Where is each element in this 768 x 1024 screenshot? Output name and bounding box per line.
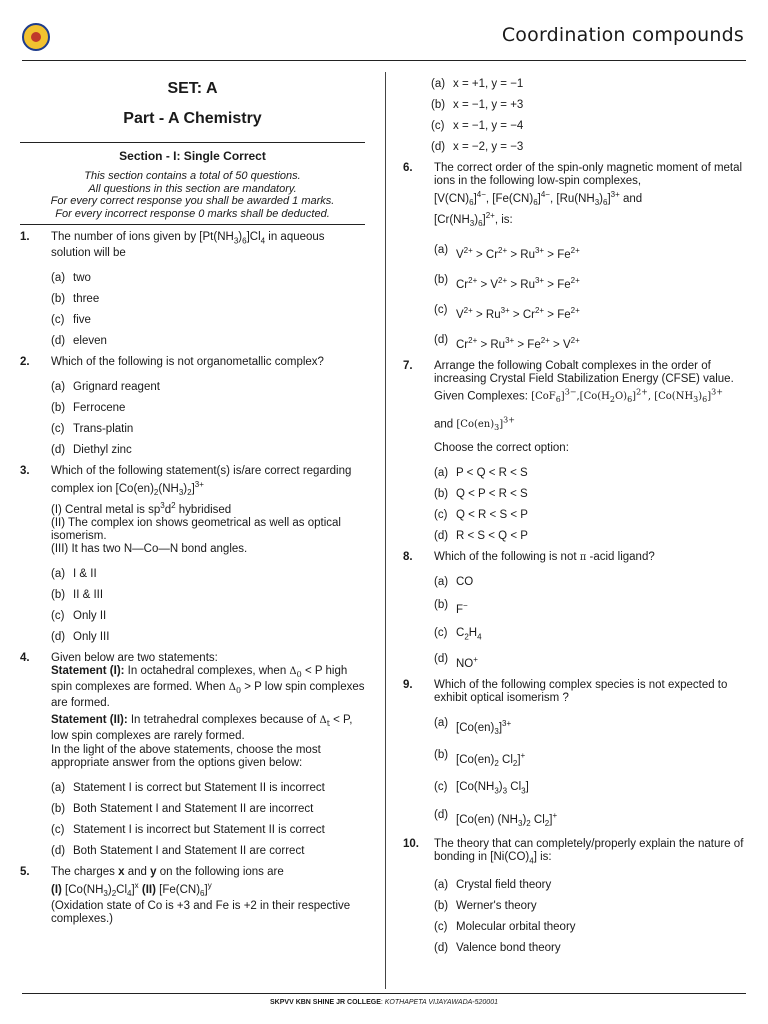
option-a[interactable]: (a) $[Co(en)_3]^{3+}$ bbox=[434, 717, 512, 737]
option-c[interactable]: (c) Q < R < S < P bbox=[434, 509, 528, 522]
page-header bbox=[0, 0, 768, 62]
option-b[interactable]: (b) three bbox=[51, 293, 100, 306]
question-number: 9. bbox=[403, 679, 413, 692]
option-b[interactable]: (b) F− bbox=[434, 599, 468, 617]
question-number: 3. bbox=[20, 465, 30, 478]
question-text: The correct order of the spin-only magnetic moment of metal ions in the following low-spin complexes, $[V(CN)_6]^{4-}$, $[Fe(CN)_6]^{4-}$, $[Ru(NH_3)_6]^{3+}$ and $[Cr(NH_3)_6]^{2+}$, is: bbox=[434, 162, 743, 229]
question-10 bbox=[403, 838, 748, 955]
question-number: 2. bbox=[20, 356, 30, 369]
question-5 bbox=[20, 866, 365, 926]
left-column bbox=[20, 72, 365, 926]
options bbox=[434, 244, 748, 351]
options bbox=[434, 576, 748, 671]
header-divider bbox=[22, 60, 746, 61]
question-text: Arrange the following Cobalt complexes in the order of increasing Crystal Field Stabilization Energy (CFSE) value. Given Complexes: $[CoF_6]^{3-},[Co(H_2O)_6]^{2+}$, $[Co(NH_3)_6]^{3+}$ and $[Co(en)_3]^{3+}$ Choose the correct option: bbox=[434, 360, 748, 456]
question-text: The theory that can completely/properly explain the nature of bonding in $[Ni(CO)_4]$ is: bbox=[434, 837, 744, 866]
question-7 bbox=[403, 360, 748, 544]
option-b[interactable]: (b) $Cr^{2+} > V^{2+} > Ru^{3+} > Fe^{2+}$ bbox=[434, 274, 580, 291]
option-d[interactable]: (d) x = −2, y = −3 bbox=[431, 141, 524, 153]
instruction-line: All questions in this section are mandatory. bbox=[88, 182, 297, 195]
option-c[interactable]: (c) Trans-platin bbox=[51, 423, 134, 436]
option-c[interactable]: (c) Molecular orbital theory bbox=[434, 921, 576, 934]
option-c[interactable]: (c) Only II bbox=[51, 610, 107, 623]
question-text: The charges x and y on the following ions are (I) $[Co(NH_3)_2Cl_4]^x$ (II) $[Fe(CN)_6]^y$ (Oxidation state of Co is +3 and Fe is +2 in their respective complexes.) bbox=[51, 866, 351, 926]
question-1 bbox=[20, 231, 365, 348]
option-d[interactable]: (d) Only III bbox=[51, 631, 110, 644]
section-title: Section - I: Single Correct bbox=[119, 149, 266, 163]
option-c[interactable]: (c) $C_2H_4$ bbox=[434, 627, 482, 642]
option-b[interactable]: (b) [$Co(en)_2$ $Cl_2]^+$ bbox=[434, 749, 526, 769]
options bbox=[51, 568, 365, 644]
instructions bbox=[20, 170, 365, 220]
option-a[interactable]: (a) Statement I is correct but Statement II is incorrect bbox=[51, 782, 325, 795]
page-footer: SKPVV KBN SHINE JR COLLEGE: KOTHAPETA VIJAYAWADA-520001 bbox=[270, 999, 498, 1006]
options bbox=[434, 879, 748, 955]
column-divider bbox=[385, 72, 386, 989]
instruction-line: For every incorrect response 0 marks shall be deducted. bbox=[55, 207, 330, 220]
question-number: 7. bbox=[403, 359, 413, 372]
question-intro: Given below are two statements: bbox=[51, 652, 218, 665]
option-a[interactable]: (a) $V^{2+} > Cr^{2+} > Ru^{3+} > Fe^{2+}$ bbox=[434, 244, 580, 262]
statement-1: Statement (I): In octahedral complexes, when $\Delta_0 < P$ high spin complexes are formed. When $\Delta_0 > P$ low spin complexes are formed. bbox=[51, 665, 365, 710]
option-d[interactable]: (d) Valence bond theory bbox=[434, 942, 561, 955]
statement-2: Statement (II): In tetrahedral complexes because of $\Delta_t < P$, low spin complexes are rarely formed. bbox=[51, 714, 353, 743]
option-d[interactable]: (d) Diethyl zinc bbox=[51, 444, 132, 457]
question-9 bbox=[403, 679, 748, 830]
question-3 bbox=[20, 465, 365, 644]
set-title: SET: A bbox=[167, 80, 218, 97]
option-d[interactable]: (d) Both Statement I and Statement II are correct bbox=[51, 845, 305, 858]
footer-divider bbox=[22, 993, 746, 994]
question-8 bbox=[403, 551, 748, 671]
part-title: Part - A Chemistry bbox=[123, 110, 262, 127]
question-5-options bbox=[403, 78, 748, 154]
college-logo-icon bbox=[22, 23, 50, 51]
option-a[interactable]: (a) Crystal field theory bbox=[434, 879, 552, 892]
question-text: The number of ions given by $[Pt(NH_3)_6]Cl_4$ in aqueous solution will be bbox=[51, 231, 325, 260]
option-b[interactable]: (b) Q < P < R < S bbox=[434, 488, 528, 501]
option-c[interactable]: (c) $V^{2+} > Ru^{3+} > Cr^{2+} > Fe^{2+}$ bbox=[434, 303, 580, 321]
option-a[interactable]: (a) CO bbox=[434, 576, 474, 589]
footer-college: SKPVV KBN SHINE JR COLLEGE bbox=[270, 999, 381, 1006]
option-b[interactable]: (b) x = −1, y = +3 bbox=[431, 99, 524, 111]
option-d[interactable]: (d) eleven bbox=[51, 335, 107, 348]
option-d[interactable]: (d) [Co(en) $(NH_3)_2$ $Cl_2]^+$ bbox=[434, 808, 558, 828]
section-divider bbox=[20, 142, 365, 143]
option-a[interactable]: (a) x = +1, y = −1 bbox=[431, 78, 524, 90]
instructions-divider bbox=[20, 224, 365, 225]
given-complexes-cont: and $[Co(en)_3]^{3+}$ bbox=[434, 415, 515, 433]
option-d[interactable]: (d) NO+ bbox=[434, 653, 478, 671]
option-b[interactable]: (b) Both Statement I and Statement II are incorrect bbox=[51, 803, 314, 816]
option-d[interactable]: (d) R < S < Q < P bbox=[434, 530, 528, 543]
question-number: 5. bbox=[20, 866, 30, 879]
question-6 bbox=[403, 162, 748, 352]
question-4 bbox=[20, 652, 365, 858]
instruction-line: For every correct response you shall be awarded 1 marks. bbox=[50, 195, 335, 207]
question-text: Which of the following statement(s) is/are correct regarding complex ion $[Co(en)_2(NH_3)_2]^{3+}$ (I) Central metal is $sp^3d^2$ hybridised (II) The complex ion shows geometrical as well as optical isomerism. (III) It has two N—Co—N bond angles. bbox=[51, 465, 352, 556]
option-d[interactable]: (d) $Cr^{2+} > Ru^{3+} > Fe^{2+} > V^{2+}$ bbox=[434, 333, 580, 351]
options bbox=[434, 717, 748, 830]
option-a[interactable]: (a) Grignard reagent bbox=[51, 381, 160, 394]
option-c[interactable]: (c) x = −1, y = −4 bbox=[431, 120, 524, 132]
given-complexes: Given Complexes: $[CoF_6]^{3-},[Co(H_2O)_6]^{2+}$, $[Co(NH_3)_6]^{3+}$ bbox=[434, 387, 723, 404]
options bbox=[51, 381, 365, 457]
option-a[interactable]: (a) two bbox=[51, 272, 91, 285]
question-text: Which of the following complex species is not expected to exhibit optical isomerism ? bbox=[434, 679, 728, 705]
question-text: Which of the following is not organometallic complex? bbox=[51, 356, 324, 369]
question-text: Which of the following is not π -acid ligand? bbox=[434, 551, 655, 564]
question-closing: In the light of the above statements, choose the most appropriate answer from the options given below: bbox=[51, 744, 321, 770]
option-b[interactable]: (b) Ferrocene bbox=[51, 402, 126, 415]
option-a[interactable]: (a) I & II bbox=[51, 568, 97, 581]
question-number: 4. bbox=[20, 652, 30, 665]
option-c[interactable]: (c) five bbox=[51, 314, 91, 327]
footer-address: KOTHAPETA VIJAYAWADA-520001 bbox=[384, 999, 498, 1006]
option-b[interactable]: (b) Werner's theory bbox=[434, 900, 537, 913]
right-column bbox=[403, 72, 748, 963]
options bbox=[434, 467, 748, 543]
instruction-line: This section contains a total of 50 questions. bbox=[84, 170, 301, 182]
question-text bbox=[51, 652, 365, 770]
header-title: Coordination compounds bbox=[501, 24, 744, 46]
option-b[interactable]: (b) II & III bbox=[51, 589, 104, 602]
question-number: 1. bbox=[20, 231, 30, 243]
option-c[interactable]: (c) [$Co(NH_3)_3$ $Cl_3$] bbox=[434, 781, 529, 796]
options bbox=[51, 272, 365, 348]
question-number: 10. bbox=[403, 837, 419, 850]
question-number: 8. bbox=[403, 551, 413, 564]
question-number: 6. bbox=[403, 162, 413, 174]
options bbox=[51, 782, 365, 858]
question-2 bbox=[20, 356, 365, 457]
option-c[interactable]: (c) Statement I is incorrect but Statement II is correct bbox=[51, 824, 325, 837]
option-a[interactable]: (a) P < Q < R < S bbox=[434, 467, 528, 480]
